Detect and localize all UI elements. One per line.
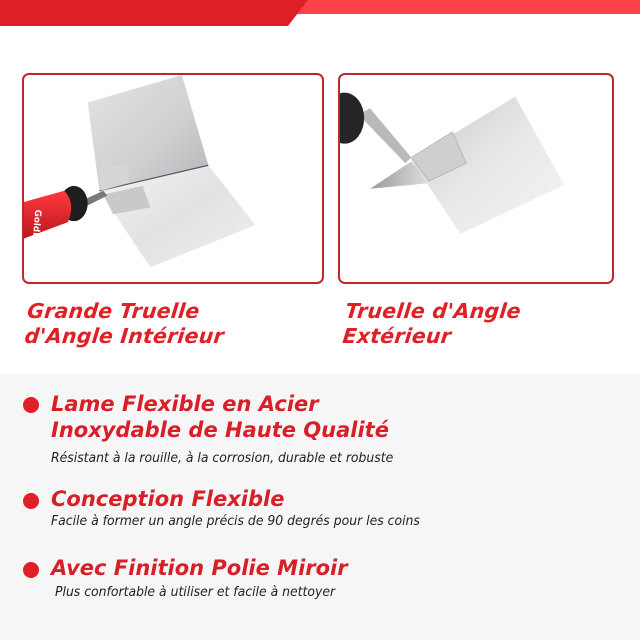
product-caption-exterior: [341, 299, 522, 349]
feature-title: [51, 391, 389, 443]
interior-corner-trowel-icon: [24, 75, 322, 282]
feature-title: Avec Finition Polie Miroir: [51, 556, 348, 580]
product-caption-interior: [23, 299, 227, 349]
diagonal-banner-icon: [0, 0, 640, 27]
caption-line: Extérieur: [341, 324, 453, 348]
feature-title-line: Inoxydable de Haute Qualité: [51, 418, 389, 442]
handle-brand-text: Goldb: [29, 209, 43, 239]
feature-description: Plus confortable à utiliser et facile à nettoyer: [55, 584, 336, 600]
features-section: [0, 374, 640, 640]
product-card-interior: [22, 73, 324, 284]
bullet-dot-icon: [23, 562, 39, 578]
feature-description: Facile à former un angle précis de 90 degrés pour les coins: [51, 513, 420, 529]
exterior-corner-trowel-icon: [340, 75, 612, 282]
top-banner: [0, 0, 640, 27]
bullet-dot-icon: [23, 397, 39, 413]
caption-line: Truelle d'Angle: [344, 299, 523, 323]
feature-description: Résistant à la rouille, à la corrosion, durable et robuste: [51, 450, 394, 466]
caption-line: d'Angle Intérieur: [23, 324, 226, 348]
feature-title: Conception Flexible: [51, 487, 285, 511]
feature-title-line: Lame Flexible en Acier: [51, 392, 319, 416]
caption-line: Grande Truelle: [26, 299, 201, 323]
bullet-dot-icon: [23, 493, 39, 509]
product-card-exterior: [338, 73, 614, 284]
